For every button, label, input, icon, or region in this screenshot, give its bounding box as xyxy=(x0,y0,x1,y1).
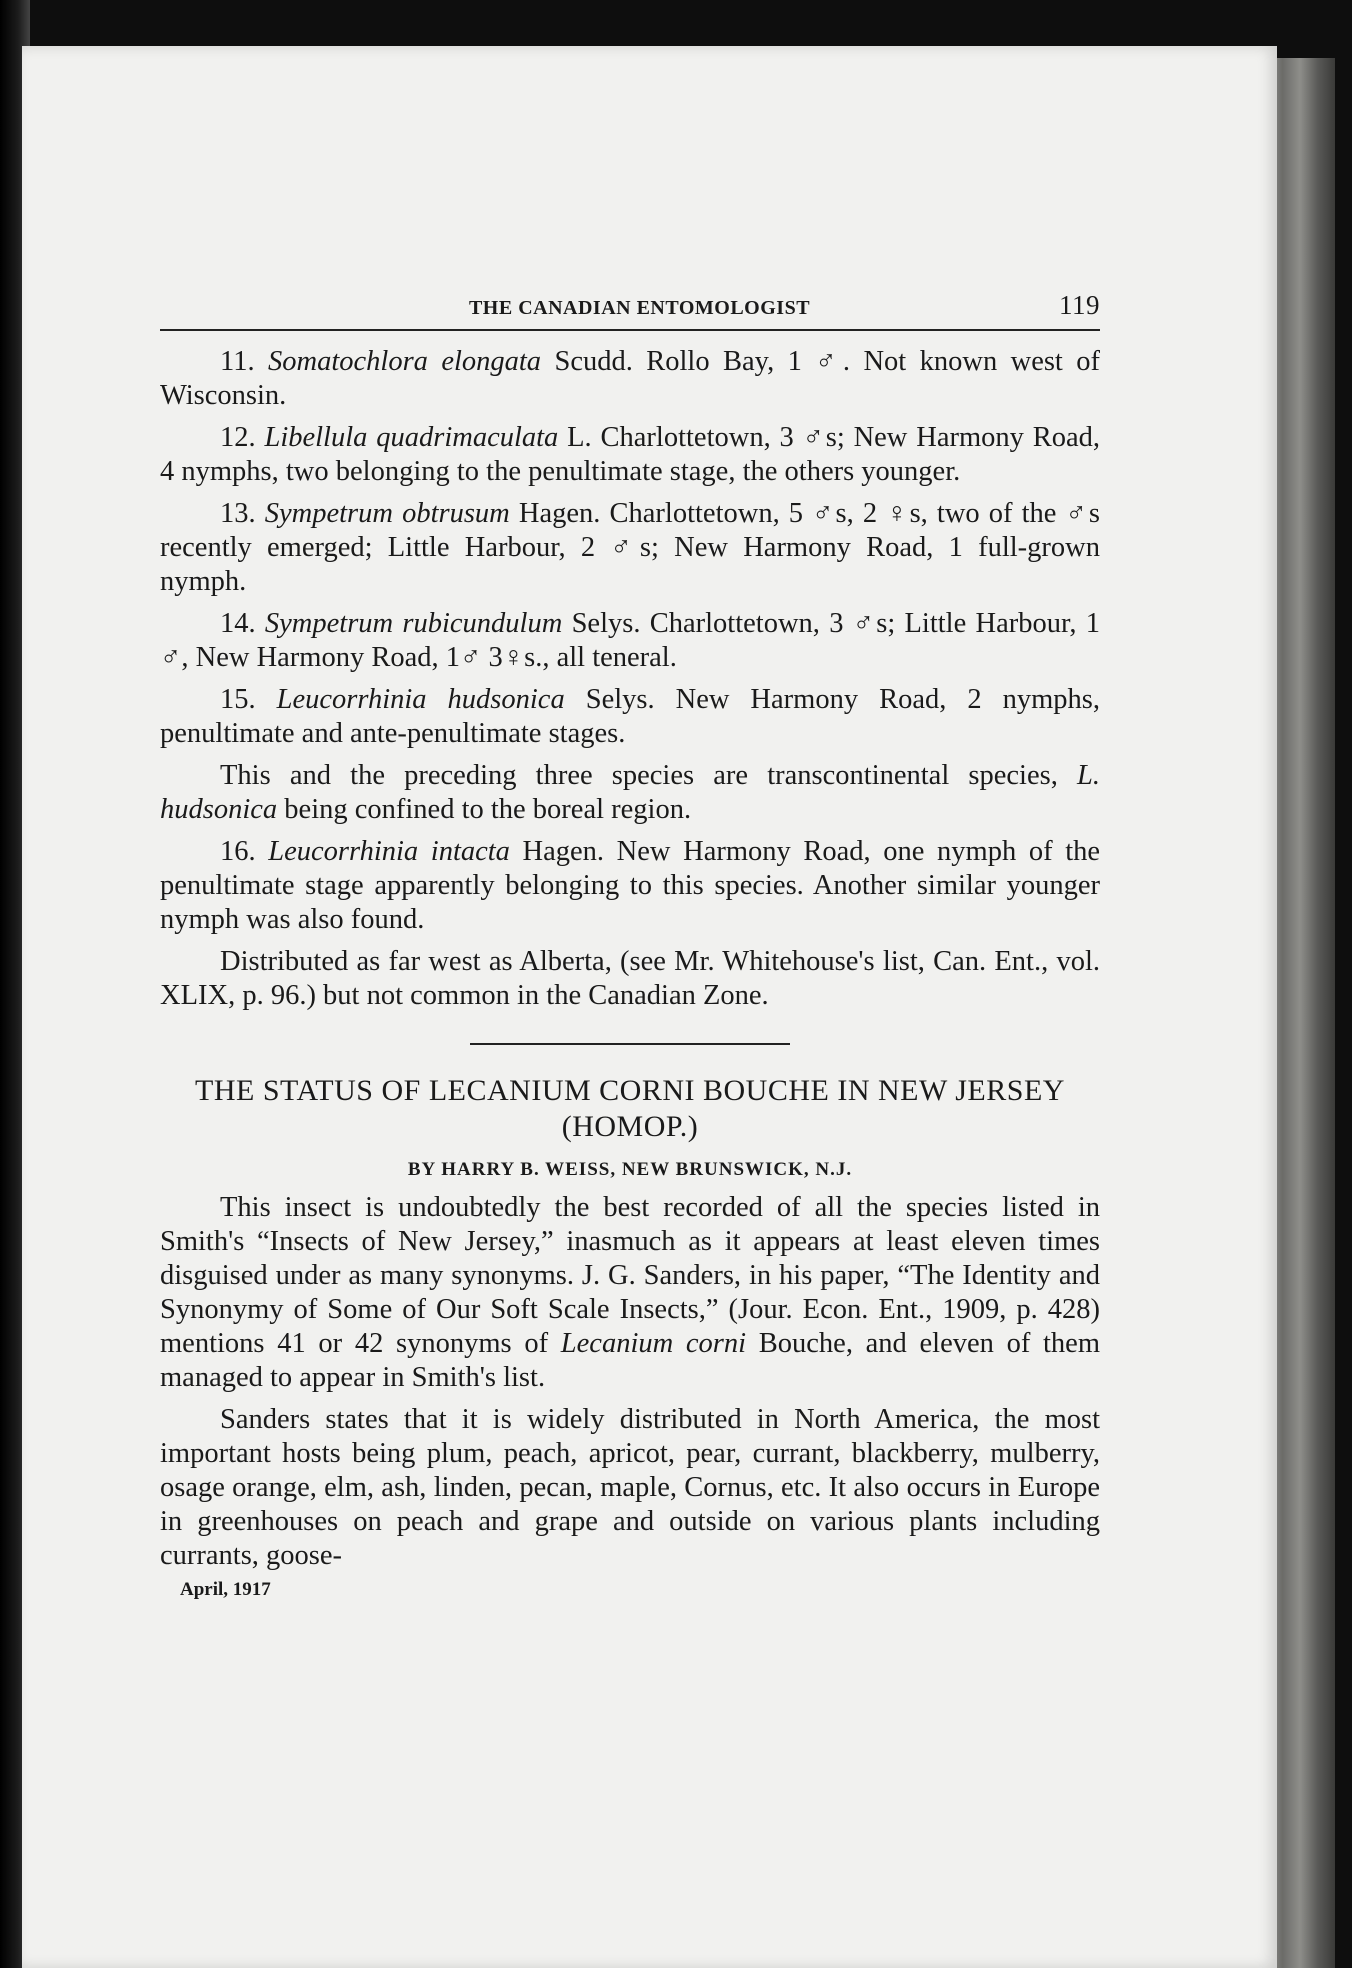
article-byline: BY HARRY B. WEISS, NEW BRUNSWICK, N.J. xyxy=(407,1159,853,1180)
entry-text: Hagen. New Harmony Road, one nymph of the penultimate stage apparently belonging to this species. Another similar younger nymph was also found. xyxy=(160,836,1101,935)
entry-14 xyxy=(160,607,1100,675)
species-name: Sympetrum obtrusum xyxy=(264,498,510,529)
entry-number: 11. xyxy=(220,346,255,377)
page-content xyxy=(160,290,1100,1601)
paragraph-text: being confined to the boreal region. xyxy=(277,794,692,825)
footer-date: April, 1917 xyxy=(180,1579,271,1600)
entry-text: L. Charlottetown, 3 ♂s; New Harmony Road, 4 nymphs, two belonging to the penultimate stage, the others younger. xyxy=(160,422,1100,487)
distribution-paragraph: Distributed as far west as Alberta, (see Mr. Whitehouse's list, Can. Ent., vol. XLIX, p. 96.) but not common in the Canadian Zone. xyxy=(160,946,1100,1011)
entry-12 xyxy=(160,421,1100,489)
entry-13 xyxy=(160,497,1100,599)
entry-number: 12. xyxy=(220,422,256,453)
species-name: Lecanium corni xyxy=(560,1328,747,1359)
species-name: Leucorrhinia intacta xyxy=(268,836,510,867)
entry-number: 14. xyxy=(220,608,256,639)
running-head xyxy=(160,290,1100,331)
species-name: Leucorrhinia hudsonica xyxy=(276,684,565,715)
entry-text: Scudd. Rollo Bay, 1 ♂. Not known west of Wisconsin. xyxy=(160,346,1101,411)
entry-number: 15. xyxy=(220,684,256,715)
entry-16 xyxy=(160,835,1100,937)
article-title: THE STATUS OF LECANIUM CORNI BOUCHE IN NEW JERSEY (HOMOP.) xyxy=(195,1074,1065,1143)
entry-text: Selys. Charlottetown, 3 ♂s; Little Harbour, 1 ♂, New Harmony Road, 1♂ 3♀s., all teneral. xyxy=(160,608,1100,673)
entry-number: 13. xyxy=(220,498,256,529)
species-name: Libellula quadrimaculata xyxy=(264,422,559,453)
article-paragraph-1 xyxy=(160,1191,1100,1395)
species-name: Sympetrum rubicundulum xyxy=(264,608,563,639)
article-paragraph-2: Sanders states that it is widely distributed in North America, the most important hosts being plum, peach, apricot, pear, currant, blackberry, mulberry, osage orange, elm, ash, linden, pecan, maple, Cornus, etc. It also occurs in Europe in greenhouses on peach and grape and outside on various plants including currants, goose- xyxy=(160,1404,1100,1571)
species-list xyxy=(160,345,1100,1013)
section-divider xyxy=(470,1043,790,1045)
species-name: Somatochlora elongata xyxy=(268,346,542,377)
journal-title: THE CANADIAN ENTOMOLOGIST xyxy=(468,297,811,319)
paragraph-text: This insect is undoubtedly the best recorded of all the species listed in Smith's “Insects of New Jersey,” inasmuch as it appears at least eleven times disguised under as many synonyms. J. G. Sanders, in his paper, “The Identity and Synonymy of Some of Our Soft Scale Insects,” (Jour. Econ. Ent., 1909, p. 428) mentions 41 or 42 synonyms of xyxy=(160,1192,1100,1359)
paragraph-text: Bouche, and eleven of them managed to appear in Smith's list. xyxy=(160,1328,1100,1393)
entry-number: 16. xyxy=(220,836,256,867)
page-number: 119 xyxy=(1059,290,1100,320)
entry-text: Hagen. Charlottetown, 5 ♂s, 2 ♀s, two of the ♂s recently emerged; Little Harbour, 2 ♂s; New Harmony Road, 1 full-grown nymph. xyxy=(160,498,1101,597)
paragraph-text: This and the preceding three species are transcontinental species, xyxy=(220,760,1078,791)
species-name: L. hudsonica xyxy=(160,760,1100,825)
entry-11 xyxy=(160,345,1100,413)
entry-text: Selys. New Harmony Road, 2 nymphs, penultimate and ante-penultimate stages. xyxy=(160,684,1101,749)
entry-15 xyxy=(160,683,1100,751)
article-body xyxy=(160,1191,1100,1573)
transcontinental-paragraph xyxy=(160,759,1100,827)
